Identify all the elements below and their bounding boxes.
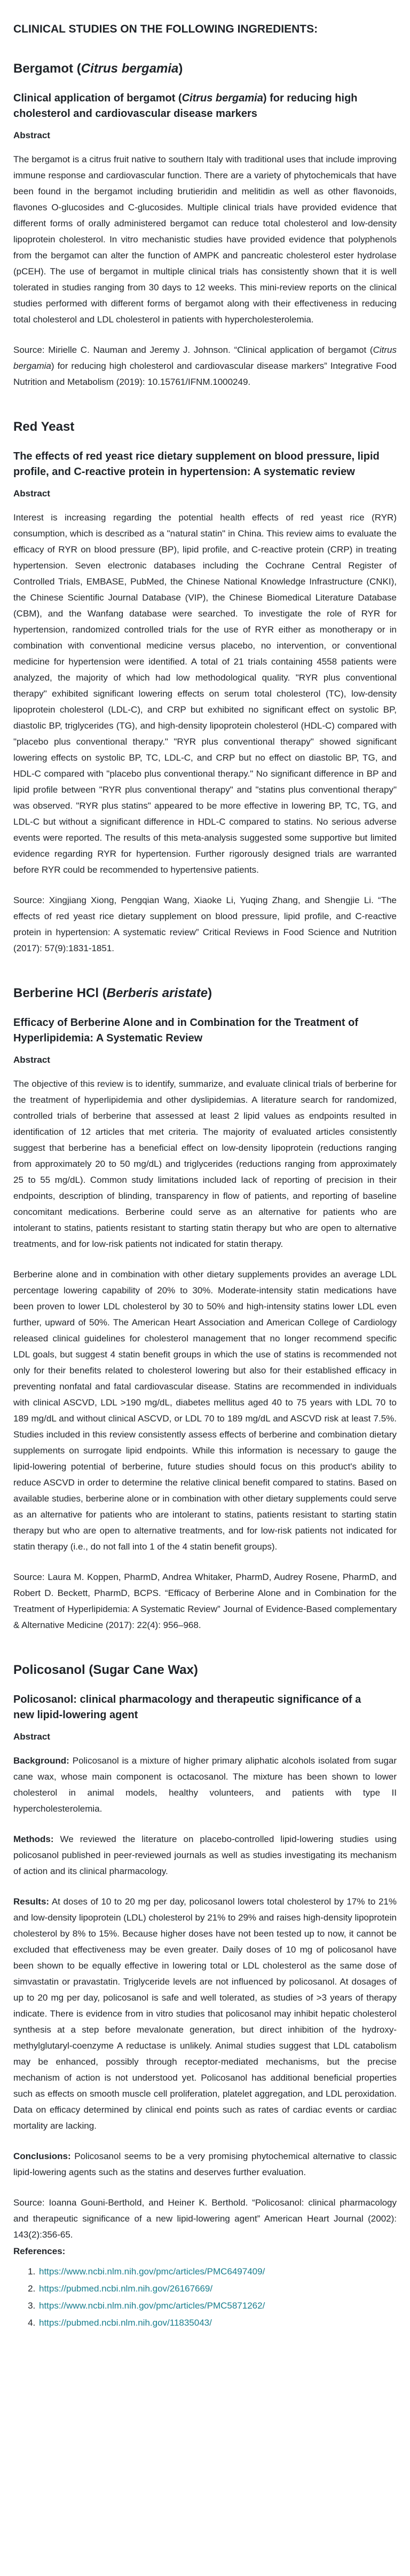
results-label: Results: [13,1897,50,1907]
source-paragraph [13,342,397,390]
heading-text: Bergamot ( [13,61,81,76]
section-heading-policosanol: Policosanol (Sugar Cane Wax) [13,1663,198,1677]
background-text: Policosanol is a mixture of higher primary aliphatic alcohols isolated from sugar cane wax, whose main component is octacosanol. The mixture has been shown to lower cholesterol in animal models, healthy volunteers, and patients with type II hypercholesterolemia. [13,1756,397,1814]
study-title-text: Clinical application of bergamot ( [13,92,182,104]
abstract-label: Abstract [13,1732,50,1742]
heading-species-italic: Citrus bergamia [81,61,179,76]
abstract-paragraph: The bergamot is a citrus fruit native to southern Italy with traditional uses that include improving immune response and cardiovascular function. There are a variety of phytochemicals that have been found in the bergamot including brutieridin and melitidin as well as other flavonoids, flavones O-glucosides and C-glucosides. Multiple clinical trials have provided evidence that different forms of orally administered bergamot can reduce total cholesterol and low-density lipoprotein cholesterol. In vitro mechanistic studies have provided evidence that polyphenols from the bergamot can alter the function of AMPK and pancreatic cholesterol ester hydrolase (pCEH). The use of bergamot in multiple clinical trials has consistently shown that it is well tolerated in studies ranging from 30 days to 12 weeks. This mini-review reports on the clinical studies performed with different forms of bergamot along with their effectiveness in reducing total cholesterol and LDL cholesterol in patients with hypercholesterolemia. [13,154,397,325]
heading-species-italic: Berberis aristate [106,986,208,1000]
abstract-paragraph: The objective of this review is to identify, summarize, and evaluate clinical trials of berberine for the treatment of hyperlipidemia and other dyslipidemias. A literature search for randomized, controlled trials of berberine that assessed at least 2 lipid values as endpoints resulted in identification of 12 articles that met criteria. The majority of evaluated articles consistently suggest that berberine has a beneficial effect on low-density lipoprotein (reductions ranging from approximately 20 to 50 mg/dL) and triglycerides (reductions ranging from approximately 25 to 55 mg/dL). Common study limitations included lack of reporting of precision in their endpoints, description of blinding, transparency in flow of patients, and reporting of baseline concomitant medications. Berberine could serve as an alternative for patients who are intolerant to statins, patients resistant to starting statin therapy but who are open to alternative treatments, and for low-risk patients not indicated for statin therapy. [13,1079,397,1249]
heading-text: ) [208,986,212,1000]
source-paragraph: Source: Laura M. Koppen, PharmD, Andrea Whitaker, PharmD, Audrey Rosene, PharmD, and Robert D. Beckett, PharmD, BCPS. “Efficacy of Berberine Alone and in Combination for the Treatment of Hyperlipidemia: A Systematic Review” Journal of Evidence-Based complementary & Alternative Medicine (2017): 22(4): 956–968. [13,1572,397,1630]
source-paragraph: Source: Ioanna Gouni-Berthold, and Heiner K. Berthold. “Policosanol: clinical pharmacology and therapeutic significance of a new lipid-lowering agent” American Heart Journal (2002): 143(2):356-65. [13,2198,397,2240]
source-paragraph: Source: Xingjiang Xiong, Pengqian Wang, Xiaoke Li, Yuqing Zhang, and Shengjie Li. “The effects of red yeast rice dietary supplement on blood pressure, lipid profile, and C-reactive protein in hypertension: A systematic review” Critical Reviews in Food Science and Nutrition (2017): 57(9):1831-1851. [13,895,397,953]
study-title-policosanol: Policosanol: clinical pharmacology and therapeutic significance of a new lipid-lowering agent [13,1694,361,1721]
conclusions-text: Policosanol seems to be a very promising phytochemical alternative to classic lipid-lowering agents such as the statins and deserves further evaluation. [13,2151,397,2177]
reference-item [38,2280,397,2297]
study-title-berberine: Efficacy of Berberine Alone and in Combination for the Treatment of Hyperlipidemia: A Systematic Review [13,1017,358,1044]
abstract-paragraph: Interest is increasing regarding the potential health effects of red yeast rice (RYR) consumption, which is described as a "natural statin" in China. This review aims to evaluate the efficacy of RYR on blood pressure (BP), lipid profile, and C-reactive protein (CRP) in treating hypertension. Seven electronic databases including the Cochrane Central Register of Controlled Trials, EMBASE, PubMed, the Chinese National Knowledge Infrastructure (CNKI), the Chinese Scientific Journal Database (VIP), the Chinese Biomedical Literature Database (CBM), and the Wanfang database were searched. To investigate the role of RYR for hypertension, randomized controlled trials for the use of RYR either as monotherapy or in combination with conventional medicine versus placebo, no intervention, or conventional medicine for hypertension were identified. A total of 21 trials containing 4558 patients were analyzed, the majority of which had low methodological quality. "RYR plus conventional therapy" exhibited significant lowering effects on serum total cholesterol (TC), low-density lipoprotein cholesterol (LDL-C), and CRP but exhibited no significant effect on systolic BP, diastolic BP, triglycerides (TG), and high-density lipoprotein cholesterol (HDL-C) compared with "placebo plus conventional therapy." "RYR plus conventional therapy" showed significant lowering effects on systolic BP, TC, LDL-C, and CRP but no effect on diastolic BP, TG, and HDL-C compared with "placebo plus conventional therapy." No significant difference in BP and lipid profile between "RYR plus conventional therapy" and "statins plus conventional therapy" was observed. "RYR plus statins" appeared to be more effective in lowering BP, TC, TG, and LDL-C but without a significant difference in HDL-C compared to statins. No serious adverse events were reported. The results of this meta-analysis suggested some supportive but limited evidence regarding RYR for hypertension. Further rigorously designed trials are warranted before RYR could be recommended to hypertensive patients. [13,512,397,875]
results-text: At doses of 10 to 20 mg per day, policosanol lowers total cholesterol by 17% to 21% and low-density lipoprotein (LDL) cholesterol by 21% to 29% and raises high-density lipoprotein cholesterol by 8% to 15%. Because higher doses have not been tested up to now, it cannot be excluded that effectiveness may be even greater. Daily doses of 10 mg of policosanol have been shown to be equally effective in lowering total or LDL cholesterol as the same dose of simvastatin or pravastatin. Triglyceride levels are not influenced by policosanol. At dosages of up to 20 mg per day, policosanol is safe and well tolerated, as studies of >3 years of therapy indicate. There is evidence from in vitro studies that policosanol may inhibit hepatic cholesterol synthesis at a step before mevalonate generation, but direct inhibition of the hydroxy-methylglutaryl-coenzyme A reductase is unlikely. Animal studies suggest that LDL catabolism may be enhanced, possibly through receptor-mediated mechanisms, but the precise mechanism of action is not understood yet. Policosanol has additional beneficial properties such as effects on smooth muscle cell proliferation, platelet aggregation, and LDL peroxidation. Data on efficacy determined by clinical end points such as rates of cardiac events or cardiac mortality are lacking. [13,1897,397,2131]
reference-link-2[interactable]: https://pubmed.ncbi.nlm.nih.gov/26167669/ [39,2283,213,2294]
abstract-label: Abstract [13,488,50,499]
abstract-label: Abstract [13,1055,50,1065]
source-text: Source: Mirielle C. Nauman and Jeremy J. Johnson. “Clinical application of bergamot ( [13,345,373,355]
references-list [13,2263,397,2332]
reference-link-4[interactable]: https://pubmed.ncbi.nlm.nih.gov/11835043/ [39,2318,212,2328]
study-title-species-italic: Citrus bergamia [182,92,263,104]
abstract-paragraph: Berberine alone and in combination with other dietary supplements provides an average LDL percentage lowering capability of 20% to 30%. Moderate-intensity statin medications have been proven to lower LDL cholesterol by 30 to 50% and high-intensity statins lower LDL even further, upward of 50%. The American Heart Association and American College of Cardiology released clinical guidelines for cholesterol management that no longer recommend specific LDL goals, but suggest 4 statin benefit groups in which the use of statins is recommended not only for their benefits related to cholesterol lowering but also for their established efficacy in preventing nonfatal and fatal cardiovascular disease. Statins are recommended in individuals with clinical ASCVD, LDL >190 mg/dL, diabetes mellitus aged 40 to 75 years with LDL 70 to 189 mg/dL and without clinical ASCVD, or LDL 70 to 189 mg/dL and ASCVD risk at least 7.5%. Studies included in this review consistently assess effects of berberine and combination dietary supplements on surrogate lipid endpoints. While this information is necessary to gauge the lipid-lowering potential of berberine, future studies should focus on this product's ability to reduce ASCVD in order to determine the relative clinical benefit compared to statins. Based on available studies, berberine alone or in combination with other dietary supplements could serve as an alternative for patients who are intolerant to statins, patients resistant to starting statin therapy but who are open to alternative treatments, and for low-risk patients not indicated for statin therapy (i.e., do not fall into 1 of the 4 statin benefit groups). [13,1269,397,1552]
background-label: Background: [13,1756,69,1766]
results-paragraph [13,1894,397,2134]
study-title-text: ) for reducing high cholesterol and cardiovascular disease markers [13,92,358,120]
conclusions-label: Conclusions: [13,2151,71,2161]
section-policosanol [13,1662,397,2243]
reference-link-1[interactable]: https://www.ncbi.nlm.nih.gov/pmc/articles/PMC6497409/ [39,2266,265,2277]
methods-text: We reviewed the literature on placebo-controlled lipid-lowering studies using policosanol published in peer-reviewed journals as well as studies investigating its mechanism of action and its clinical pharmacology. [13,1834,397,1876]
section-heading-red-yeast: Red Yeast [13,420,75,434]
section-berberine [13,985,397,1633]
reference-item [38,2297,397,2314]
references-label: References: [13,2246,66,2256]
reference-item [38,2314,397,2332]
reference-item [38,2263,397,2280]
section-heading-berberine [13,985,397,1001]
source-species-italic: Citrus bergamia [13,345,397,371]
page-title: CLINICAL STUDIES ON THE FOLLOWING INGREDIENTS: [13,23,318,35]
reference-link-3[interactable]: https://www.ncbi.nlm.nih.gov/pmc/articles/PMC5871262/ [39,2301,265,2311]
abstract-label: Abstract [13,130,50,140]
section-heading-bergamot [13,61,397,77]
methods-paragraph [13,1831,397,1879]
background-paragraph [13,1753,397,1817]
conclusions-paragraph [13,2148,397,2180]
heading-text: ) [178,61,183,76]
study-title-bergamot [13,91,382,122]
source-text: ) for reducing high cholesterol and cardiovascular disease markers” Integrative Food Nutrition and Metabolism (2019): 10.15761/IFNM.1000249. [13,361,397,387]
heading-text: Berberine HCl ( [13,986,107,1000]
section-red-yeast [13,419,397,957]
methods-label: Methods: [13,1834,54,1844]
section-bergamot [13,61,397,390]
section-references [13,2245,397,2332]
study-title-red-yeast: The effects of red yeast rice dietary supplement on blood pressure, lipid profile, and C-reactive protein in hypertension: A systematic review [13,451,380,478]
